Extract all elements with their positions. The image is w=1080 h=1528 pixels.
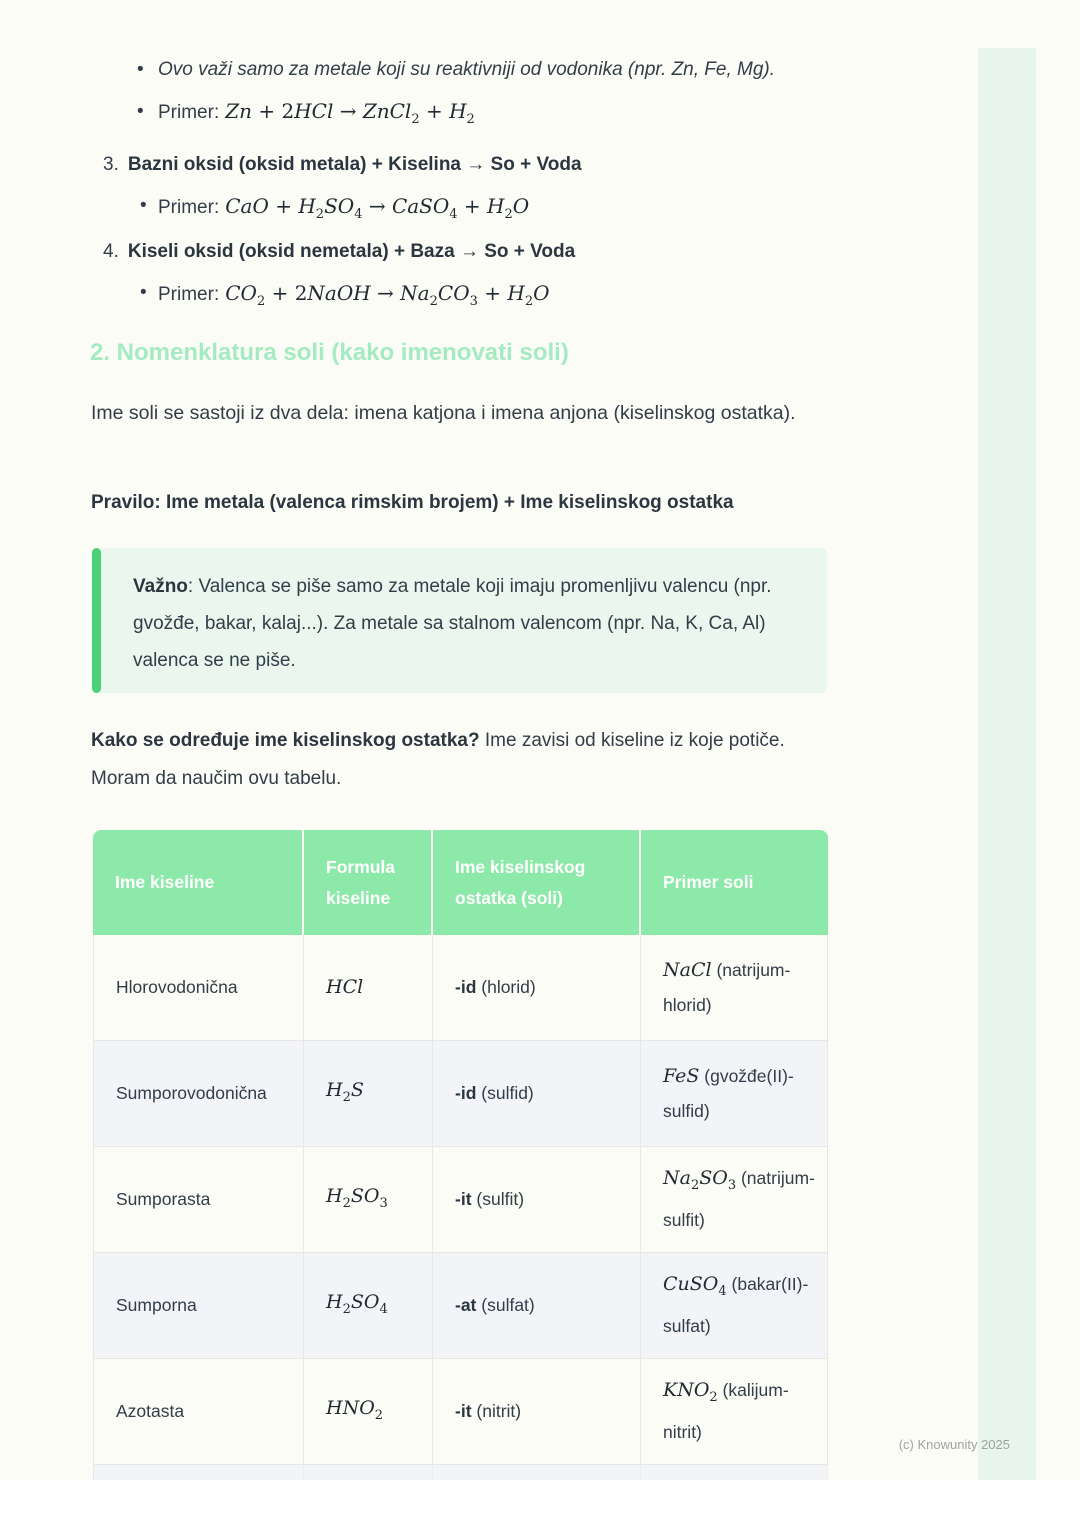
callout-bold: Važno	[133, 576, 188, 597]
column-header-label: Ime kiselinskog ostatka (soli)	[455, 856, 586, 908]
acid-name-cell	[93, 935, 304, 1040]
suffix-bold: -it	[455, 1189, 472, 1209]
question-rest: Ime zavisi od kiseline iz koje potiče. Moram da naučim ovu tabelu.	[91, 730, 785, 789]
suffix-bold: -id	[455, 977, 477, 997]
bullet-list	[137, 56, 857, 148]
example-label: (natrijum-hlorid)	[663, 959, 791, 1015]
table-row	[93, 1359, 828, 1465]
chemical-equation: CaO + $H_2SO_4$ → CaSO$_4$ + $H_2O$	[225, 194, 530, 222]
table-body	[93, 935, 828, 1480]
example-cell	[641, 935, 828, 1040]
example-cell	[641, 1147, 828, 1252]
acid-name: Sumporasta	[116, 1189, 211, 1209]
suffix-text	[455, 970, 536, 1005]
list-item	[137, 56, 857, 83]
sub-bullet-list	[140, 279, 550, 316]
acid-formula-cell	[304, 1253, 433, 1358]
callout-text	[133, 568, 785, 679]
acid-name: Azotasta	[116, 1401, 185, 1421]
item-title: Bazni oksid (oksid metala) + Kiselina → So + Voda	[127, 154, 582, 175]
example-formula: NaCl	[663, 958, 712, 981]
example-label: (natrijum-sulfit)	[663, 1168, 815, 1230]
bullet-text: Ovo važi samo za metale koji su reaktivniji od vodonika (npr. Zn, Fe, Mg).	[158, 59, 776, 80]
empty-cell	[433, 1465, 641, 1480]
suffix-text	[455, 1182, 524, 1217]
example-formula: FeS	[663, 1064, 700, 1087]
acid-name: Sumporovodonična	[116, 1083, 267, 1103]
callout-accent-bar	[92, 548, 101, 693]
example-text	[663, 1161, 815, 1238]
paragraph: Ime soli se sastoji iz dva dela: imena katjona i imena anjona (kiselinskog ostatka).	[91, 402, 796, 424]
acid-formula-cell	[304, 1359, 433, 1464]
suffix-bold: -id	[455, 1083, 477, 1103]
acid-name-cell	[93, 1147, 304, 1252]
example-formula: $Na_2SO_3$	[663, 1167, 737, 1193]
list-item	[140, 192, 529, 229]
column-header	[433, 830, 641, 935]
empty-cell	[93, 1465, 304, 1480]
acid-formula-cell	[304, 1147, 433, 1252]
suffix-label: (sulfid)	[476, 1083, 534, 1103]
suffix-cell	[433, 1041, 641, 1146]
list-item	[137, 98, 857, 133]
table-row-partial	[93, 1465, 828, 1480]
column-header-label: Formula kiseline	[326, 856, 396, 908]
item-number: 3.	[103, 154, 119, 175]
list-item	[140, 279, 550, 316]
table-row	[93, 1041, 828, 1147]
section-heading: 2. Nomenklatura soli (kako imenovati soli)	[90, 339, 569, 366]
example-formula: $KNO_2$	[663, 1379, 718, 1405]
question-paragraph	[91, 722, 828, 798]
example-formula: CuSO$_4$	[663, 1273, 727, 1299]
numbered-item-3	[103, 154, 582, 176]
acid-formula: $HNO_2$	[326, 1396, 384, 1423]
table-header-row	[93, 830, 828, 935]
suffix-text	[455, 1394, 521, 1429]
empty-cell	[641, 1465, 828, 1480]
suffix-label: (nitrit)	[471, 1401, 522, 1421]
example-cell	[641, 1253, 828, 1358]
example-cell	[641, 1359, 828, 1464]
empty-cell	[304, 1465, 433, 1480]
column-header	[93, 830, 304, 935]
column-header	[304, 830, 433, 935]
page-edge-stripe	[978, 48, 1036, 1480]
chemical-equation: Zn + 2HCl → ZnCl$_2$ + $H_2$	[225, 99, 475, 127]
table-row	[93, 935, 828, 1041]
acid-name-cell	[93, 1253, 304, 1358]
example-label: (bakar(II)-sulfat)	[663, 1274, 809, 1336]
column-header-label: Primer soli	[663, 872, 754, 892]
sub-bullet-list	[140, 192, 529, 229]
suffix-text	[455, 1076, 534, 1111]
table-row	[93, 1253, 828, 1359]
example-text	[663, 1373, 815, 1450]
acid-formula: $H_2SO_3$	[326, 1184, 388, 1211]
suffix-label: (sulfit)	[471, 1189, 525, 1209]
acid-formula: HCl	[326, 976, 364, 998]
acids-table	[93, 830, 828, 1480]
primer-label: Primer:	[158, 102, 220, 123]
suffix-bold: -it	[455, 1401, 472, 1421]
item-number: 4.	[103, 241, 119, 262]
column-header-label: Ime kiseline	[115, 872, 215, 892]
callout-body: : Valenca se piše samo za metale koji imaju promenljivu valencu (npr. gvožđe, bakar, kalaj...). Za metale sa stalnom valencom (npr. Na, K, Ca, Al) valenca se ne piše.	[133, 576, 772, 671]
suffix-text	[455, 1288, 535, 1323]
suffix-cell	[433, 935, 641, 1040]
rule-text: Pravilo: Ime metala (valenca rimskim brojem) + Ime kiselinskog ostatka	[91, 492, 734, 513]
acid-formula: $H_2SO_4$	[326, 1290, 388, 1317]
example-cell	[641, 1041, 828, 1146]
suffix-label: (sulfat)	[476, 1295, 535, 1315]
acid-name-cell	[93, 1359, 304, 1464]
example-text	[663, 953, 815, 1023]
question-bold: Kako se određuje ime kiselinskog ostatka?	[91, 730, 480, 751]
suffix-cell	[433, 1253, 641, 1358]
example-label: (gvožđe(II)-sulfid)	[663, 1065, 794, 1121]
primer-label: Primer:	[158, 197, 220, 218]
example-text	[663, 1267, 815, 1344]
primer-label: Primer:	[158, 284, 220, 305]
suffix-cell	[433, 1147, 641, 1252]
suffix-bold: -at	[455, 1295, 477, 1315]
callout-vazno	[92, 548, 827, 693]
acid-name: Sumporna	[116, 1295, 197, 1315]
chemical-equation: $CO_2$ + 2NaOH → $Na_2CO_3 + H_2O$	[225, 281, 550, 309]
example-label: (kalijum-nitrit)	[663, 1380, 789, 1442]
acid-formula-cell	[304, 935, 433, 1040]
suffix-label: (hlorid)	[476, 977, 536, 997]
example-text	[663, 1059, 815, 1129]
acid-name: Hlorovodonična	[116, 977, 238, 997]
numbered-item-4	[103, 241, 575, 263]
acid-formula-cell	[304, 1041, 433, 1146]
column-header	[641, 830, 828, 935]
suffix-cell	[433, 1359, 641, 1464]
acid-formula: $H_2S$	[326, 1078, 364, 1105]
acid-name-cell	[93, 1041, 304, 1146]
table-row	[93, 1147, 828, 1253]
item-title: Kiseli oksid (oksid nemetala) + Baza → So + Voda	[127, 241, 576, 262]
copyright: (c) Knowunity 2025	[898, 1437, 1010, 1452]
